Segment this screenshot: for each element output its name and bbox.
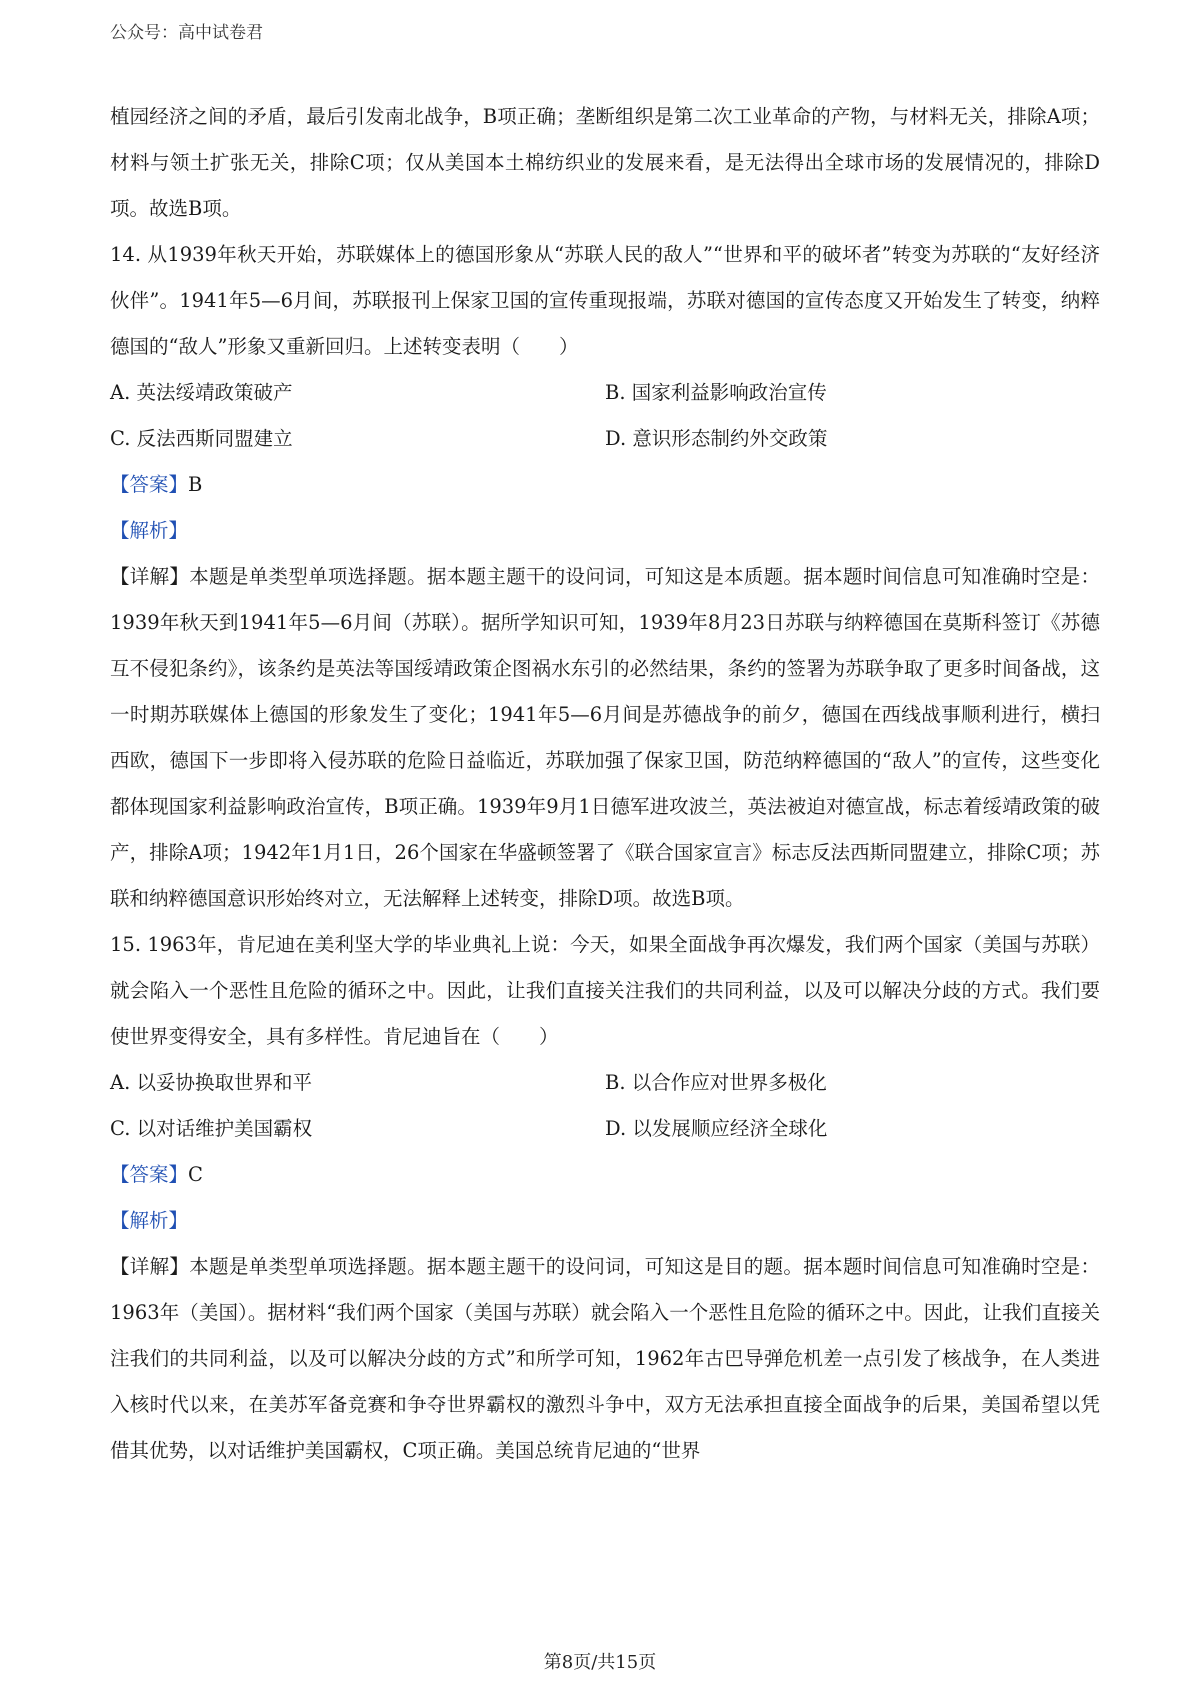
page-number: 第8页/共15页 (543, 1652, 657, 1673)
q13-explanation-tail: 植园经济之间的矛盾，最后引发南北战争，B项正确；垄断组织是第二次工业革命的产物，与材料无关，排除A项；材料与领土扩张无关，排除C项；仅从美国本土棉纺织业的发展来看，是无法得出全球市场的发展情况的，排除D项。故选B项。 (110, 105, 1100, 220)
q15-analysis (110, 1198, 1100, 1244)
watermark-text: 公众号：高中试卷君 (110, 23, 263, 43)
q15-option-d: D. 以发展顺应经济全球化 (605, 1117, 828, 1140)
q15-option-c: C. 以对话维护美国霸权 (110, 1117, 313, 1140)
q14-answer-value: B (188, 473, 203, 496)
q14-detail-tag: 【详解】 (110, 565, 190, 588)
q14-option-b: B. 国家利益影响政治宣传 (605, 381, 827, 404)
q14-options-row-2 (110, 416, 1100, 462)
q14-detail (110, 554, 1100, 922)
q14-answer (110, 462, 1100, 508)
q14-stem: 14. 从1939年秋天开始，苏联媒体上的德国形象从“苏联人民的敌人”“世界和平的破坏者”转变为苏联的“友好经济伙伴”。1941年5—6月间，苏联报刊上保家卫国的宣传重现报端，苏联对德国的宣传态度又开始发生了转变，纳粹德国的“敌人”形象又重新回归。上述转变表明（ ） (110, 243, 1100, 358)
q15-detail (110, 1244, 1100, 1474)
q15-detail-text: 本题是单类型单项选择题。据本题主题干的设问词，可知这是目的题。据本题时间信息可知准确时空是：1963年（美国）。据材料“我们两个国家（美国与苏联）就会陷入一个恶性且危险的循环之中。因此，让我们直接关注我们的共同利益，以及可以解决分歧的方式”和所学可知，1962年古巴导弹危机差一点引发了核战争，在人类进入核时代以来，在美苏军备竞赛和争夺世界霸权的激烈斗争中，双方无法承担直接全面战争的后果，美国希望以凭借其优势，以对话维护美国霸权，C项正确。美国总统肯尼迪的“世界 (110, 1255, 1100, 1462)
q15-answer-value: C (188, 1163, 203, 1186)
q15-detail-tag: 【详解】 (110, 1255, 190, 1278)
q14-option-d: D. 意识形态制约外交政策 (605, 427, 828, 450)
q15-option-b: B. 以合作应对世界多极化 (605, 1071, 827, 1094)
q14-analysis-tag: 【解析】 (110, 519, 189, 542)
q15-answer (110, 1152, 1100, 1198)
q15-stem: 15. 1963年，肯尼迪在美利坚大学的毕业典礼上说：今天，如果全面战争再次爆发，我们两个国家（美国与苏联）就会陷入一个恶性且危险的循环之中。因此，让我们直接关注我们的共同利益，以及可以解决分歧的方式。我们要使世界变得安全，具有多样性。肯尼迪旨在（ ） (110, 933, 1100, 1048)
q15-options-row-2 (110, 1106, 1100, 1152)
q15-options-row-1 (110, 1060, 1100, 1106)
q14-option-a: A. 英法绥靖政策破产 (110, 381, 293, 404)
q14-detail-text: 本题是单类型单项选择题。据本题主题干的设问词，可知这是本质题。据本题时间信息可知准确时空是：1939年秋天到1941年5—6月间（苏联）。据所学知识可知，1939年8月23日苏联与纳粹德国在莫斯科签订《苏德互不侵犯条约》，该条约是英法等国绥靖政策企图祸水东引的必然结果，条约的签署为苏联争取了更多时间备战，这一时期苏联媒体上德国的形象发生了变化；1941年5—6月间是苏德战争的前夕，德国在西线战事顺利进行，横扫西欧，德国下一步即将入侵苏联的危险日益临近，苏联加强了保家卫国，防范纳粹德国的“敌人”的宣传，这些变化都体现国家利益影响政治宣传，B项正确。1939年9月1日德军进攻波兰，英法被迫对德宣战，标志着绥靖政策的破产，排除A项；1942年1月1日，26个国家在华盛顿签署了《联合国家宣言》标志反法西斯同盟建立，排除C项；苏联和纳粹德国意识形始终对立，无法解释上述转变，排除D项。故选B项。 (110, 565, 1100, 910)
q15-analysis-tag: 【解析】 (110, 1209, 189, 1232)
q14-analysis (110, 508, 1100, 554)
q15-answer-tag: 【答案】 (110, 1163, 189, 1186)
q14-option-c: C. 反法西斯同盟建立 (110, 427, 293, 450)
q15-option-a: A. 以妥协换取世界和平 (110, 1071, 312, 1094)
document-body (110, 94, 1100, 1474)
q14-options-row-1 (110, 370, 1100, 416)
q14-answer-tag: 【答案】 (110, 473, 189, 496)
